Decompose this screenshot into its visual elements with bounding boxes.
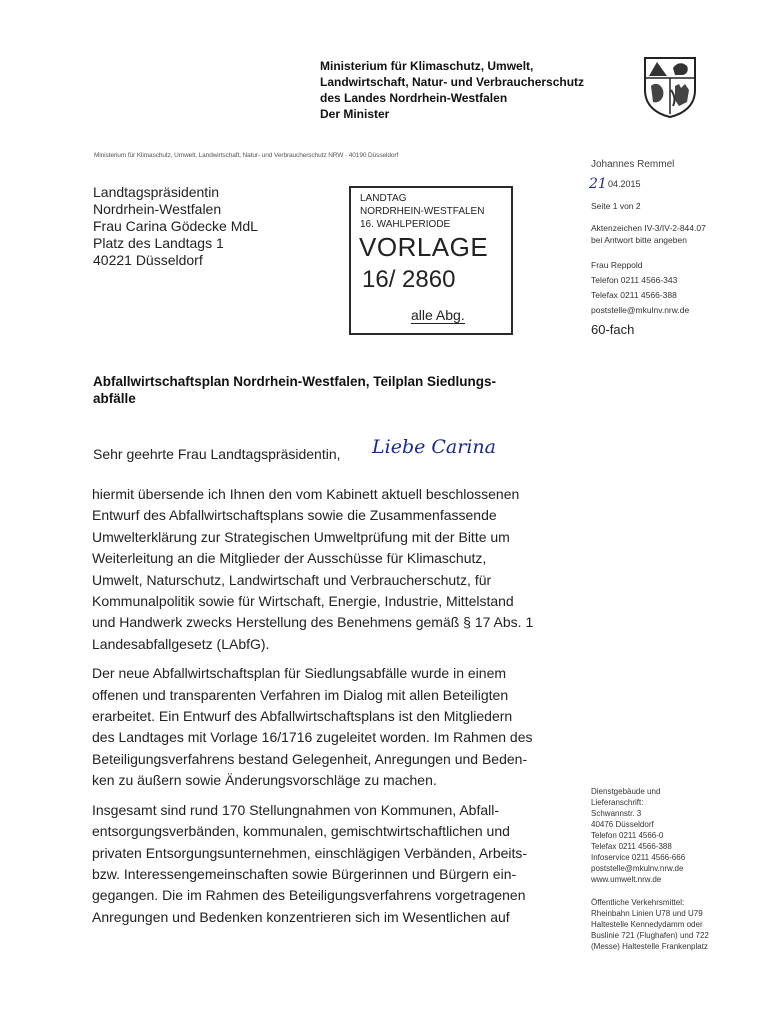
footer-line: Lieferanschrift: — [591, 798, 644, 807]
contact-phone: Telefon 0211 4566-343 — [591, 275, 678, 285]
body-line: Umwelterklärung zur Strategischen Umweltprüfung mit der Bitte um — [92, 528, 510, 545]
body-line: Anregungen und Bedenken konzentrieren sich im Wesentlichen auf — [92, 908, 510, 925]
footer-line: Öffentliche Verkehrsmittel: — [591, 898, 685, 907]
recipient-line: Nordrhein-Westfalen — [93, 201, 222, 217]
footer-line: Rheinbahn Linien U78 und U79 — [591, 909, 703, 918]
body-line: Weiterleitung an die Mitglieder der Ausschüsse für Klimaschutz, — [92, 550, 487, 567]
contact-email: poststelle@mkulnv.nrw.de — [591, 305, 690, 315]
ministry-line: des Landes Nordrhein-Westfalen — [320, 91, 508, 105]
footer-line: Dienstgebäude und — [591, 787, 661, 796]
body-line: hiermit übersende ich Ihnen den vom Kabinett aktuell beschlossenen — [92, 486, 520, 502]
recipient-address — [93, 184, 258, 269]
recipient-line: Platz des Landtags 1 — [93, 235, 224, 251]
reference-number: Aktenzeichen IV-3/IV-2-844.07 — [591, 223, 706, 233]
body-line: gegangen. Die im Rahmen des Beteiligungsverfahrens vorgetragenen — [92, 887, 526, 904]
body-line: Umwelt, Naturschutz, Landwirtschaft und Verbraucherschutz, für — [92, 571, 492, 588]
stamp-landtag: LANDTAG — [360, 193, 407, 204]
body-line: Landesabfallgesetz (LAbfG). — [92, 635, 270, 652]
subject-line: abfälle — [93, 391, 136, 406]
footer-line: (Messe) Haltestelle Frankenplatz — [591, 942, 708, 951]
body-line: Beteiligungsverfahrens bestand Gelegenheit, Anregungen und Beden- — [92, 750, 528, 767]
footer-line: Telefon 0211 4566-0 — [591, 831, 664, 840]
body-line: Insgesamt sind rund 170 Stellungnahmen von Kommunen, Abfall- — [92, 801, 500, 818]
ministry-line: Ministerium für Klimaschutz, Umwelt, — [320, 59, 534, 73]
recipient-line: 40221 Düsseldorf — [93, 252, 203, 268]
landtag-stamp — [349, 186, 513, 335]
letter-subject — [93, 373, 563, 407]
body-line: bzw. Interessengemeinschaften sowie Bürgerinnen und Bürgern ein- — [92, 865, 517, 882]
salutation: Sehr geehrte Frau Landtagspräsidentin, — [93, 446, 341, 462]
sender-name: Johannes Remmel — [591, 159, 675, 170]
date-handwritten: 21 — [589, 176, 607, 192]
body-line: offenen und transparenten Verfahren im Dialog mit allen Beteiligten — [92, 686, 509, 703]
body-line: des Landtages mit Vorlage 16/1716 zugeleitet worden. Im Rahmen des — [92, 729, 533, 746]
date-printed: 04.2015 — [608, 179, 641, 189]
recipient-line: Landtagspräsidentin — [93, 184, 220, 200]
return-address: Ministerium für Klimaschutz, Umwelt, Landwirtschaft, Natur- und Verbraucherschutz NRW · 40190 Düsseldorf — [94, 152, 399, 159]
office-footer — [591, 786, 709, 952]
ministry-line: Der Minister — [320, 107, 390, 121]
body-line: Der neue Abfallwirtschaftsplan für Siedlungsabfälle wurde in einem — [92, 665, 507, 682]
body-line: ken zu äußern sowie Änderungsvorschläge zu machen. — [92, 772, 437, 789]
handwritten-salutation: Liebe Carina — [372, 436, 496, 458]
page-indicator: Seite 1 von 2 — [591, 201, 641, 211]
footer-line: Haltestelle Kennedydamm oder — [591, 920, 703, 929]
stamp-number: 16/ 2860 — [362, 266, 456, 293]
stamp-state: NORDRHEIN-WESTFALEN — [360, 206, 485, 217]
letter-body — [92, 484, 584, 928]
footer-line: poststelle@mkulnv.nrw.de — [591, 864, 684, 873]
stamp-title: VORLAGE — [359, 232, 489, 262]
recipient-line: Frau Carina Gödecke MdL — [93, 218, 258, 234]
ministry-header — [320, 58, 584, 122]
footer-line: 40476 Düsseldorf — [591, 820, 654, 829]
ministry-line: Landwirtschaft, Natur- und Verbraucherschutz — [320, 75, 585, 89]
footer-line: Schwannstr. 3 — [591, 809, 642, 818]
footer-line: Buslinie 721 (Flughafen) und 722 — [591, 931, 709, 940]
body-line: Kommunalpolitik sowie für Wirtschaft, Energie, Industrie, Mittelstand — [92, 593, 514, 610]
body-line: privaten Entsorgungsunternehmen, einschlägigen Verbänden, Arbeits- — [92, 844, 528, 861]
stamp-period: 16. WAHLPERIODE — [360, 219, 451, 230]
contact-name: Frau Reppold — [591, 260, 643, 270]
body-line: Entwurf des Abfallwirtschaftsplans sowie die Zusammenfassende — [92, 507, 497, 524]
body-line: und Handwerk zwecks Herstellung des Benehmens gemäß § 17 Abs. 1 — [92, 614, 534, 631]
stamp-distribution: alle Abg. — [411, 307, 465, 323]
body-line: erarbeitet. Ein Entwurf des Abfallwirtschaftsplans ist den Mitgliedern — [92, 708, 513, 725]
subject-line: Abfallwirtschaftsplan Nordrhein-Westfalen, Teilplan Siedlungs- — [93, 374, 497, 389]
footer-line: Telefax 0211 4566-388 — [591, 842, 672, 851]
footer-line: www.umwelt.nrw.de — [591, 875, 662, 884]
nrw-coat-of-arms-icon — [643, 56, 697, 118]
contact-fax: Telefax 0211 4566-388 — [591, 290, 677, 300]
reference-note: bei Antwort bitte angeben — [591, 235, 687, 245]
copies-note: 60-fach — [591, 322, 635, 337]
body-line: entsorgungsverbänden, kommunalen, gemischtwirtschaftlichen und — [92, 823, 510, 840]
footer-line: Infoservice 0211 4566-666 — [591, 853, 686, 862]
